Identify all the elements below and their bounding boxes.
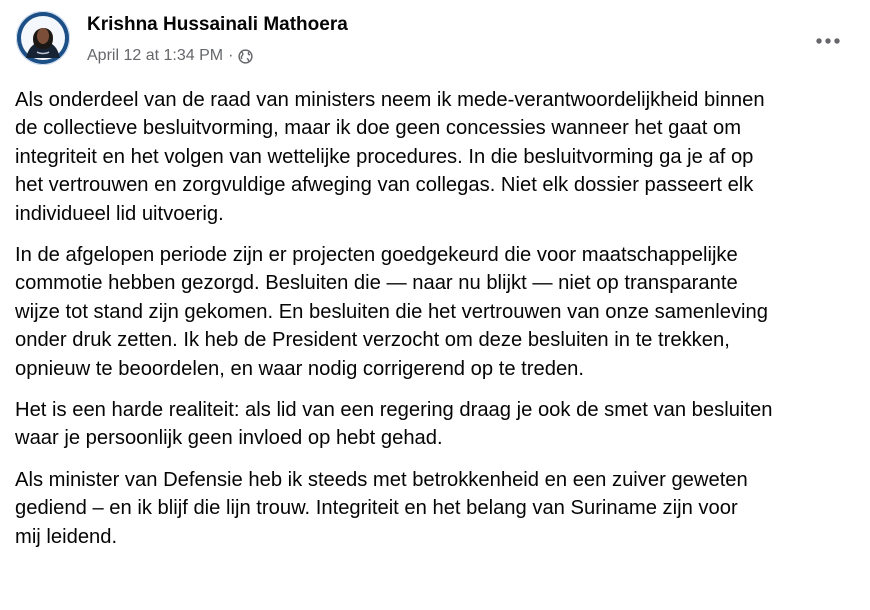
profile-picture bbox=[16, 11, 70, 65]
post-paragraph-2: In de afgelopen periode zijn er projecten goedgekeurd die voor maatschappelijke commotie hebben gezorgd. Besluiten die — naar nu blijkt — niet op transparante wijze tot stand zijn gekomen. En besluiten die het vertrouwen van onze samenleving onder druk zetten. Ik heb de President verzocht om deze besluiten in te trekken, opnieuw te beoordelen, en waar nodig corrigerend op te treden. bbox=[15, 244, 768, 380]
globe-icon bbox=[238, 49, 253, 64]
post-paragraph-1: Als onderdeel van de raad van ministers neem ik mede-verantwoordelijkheid binnen de collectieve besluitvorming, maar ik doe geen concessies wanneer het gaat om integriteit en het volgen van wettelijke procedures. In die besluitvorming ga je af op het vertrouwen en zorgvuldige afweging van collegas. Niet elk dossier passeert elk individueel lid uitvoerig. bbox=[15, 89, 765, 225]
post-header bbox=[16, 11, 854, 71]
author-name[interactable]: Krishna Hussainali Mathoera bbox=[87, 14, 348, 35]
avatar[interactable] bbox=[16, 11, 70, 65]
post-timestamp[interactable]: April 12 at 1:34 PM bbox=[87, 47, 224, 64]
meta-separator: · bbox=[228, 47, 234, 64]
post-paragraph-3: Het is een harde realiteit: als lid van een regering draag je ook de smet van besluiten waar je persoonlijk geen invloed op hebt gehad. bbox=[15, 399, 773, 450]
post-meta bbox=[87, 47, 253, 65]
more-options-button[interactable] bbox=[810, 23, 846, 59]
more-options-icon bbox=[815, 37, 841, 45]
post-text bbox=[15, 86, 847, 564]
post-paragraph-4: Als minister van Defensie heb ik steeds met betrokkenheid en een zuiver geweten gediend – en ik blijf die lijn trouw. Integriteit en het belang van Suriname zijn voor mij leidend. bbox=[15, 468, 748, 548]
